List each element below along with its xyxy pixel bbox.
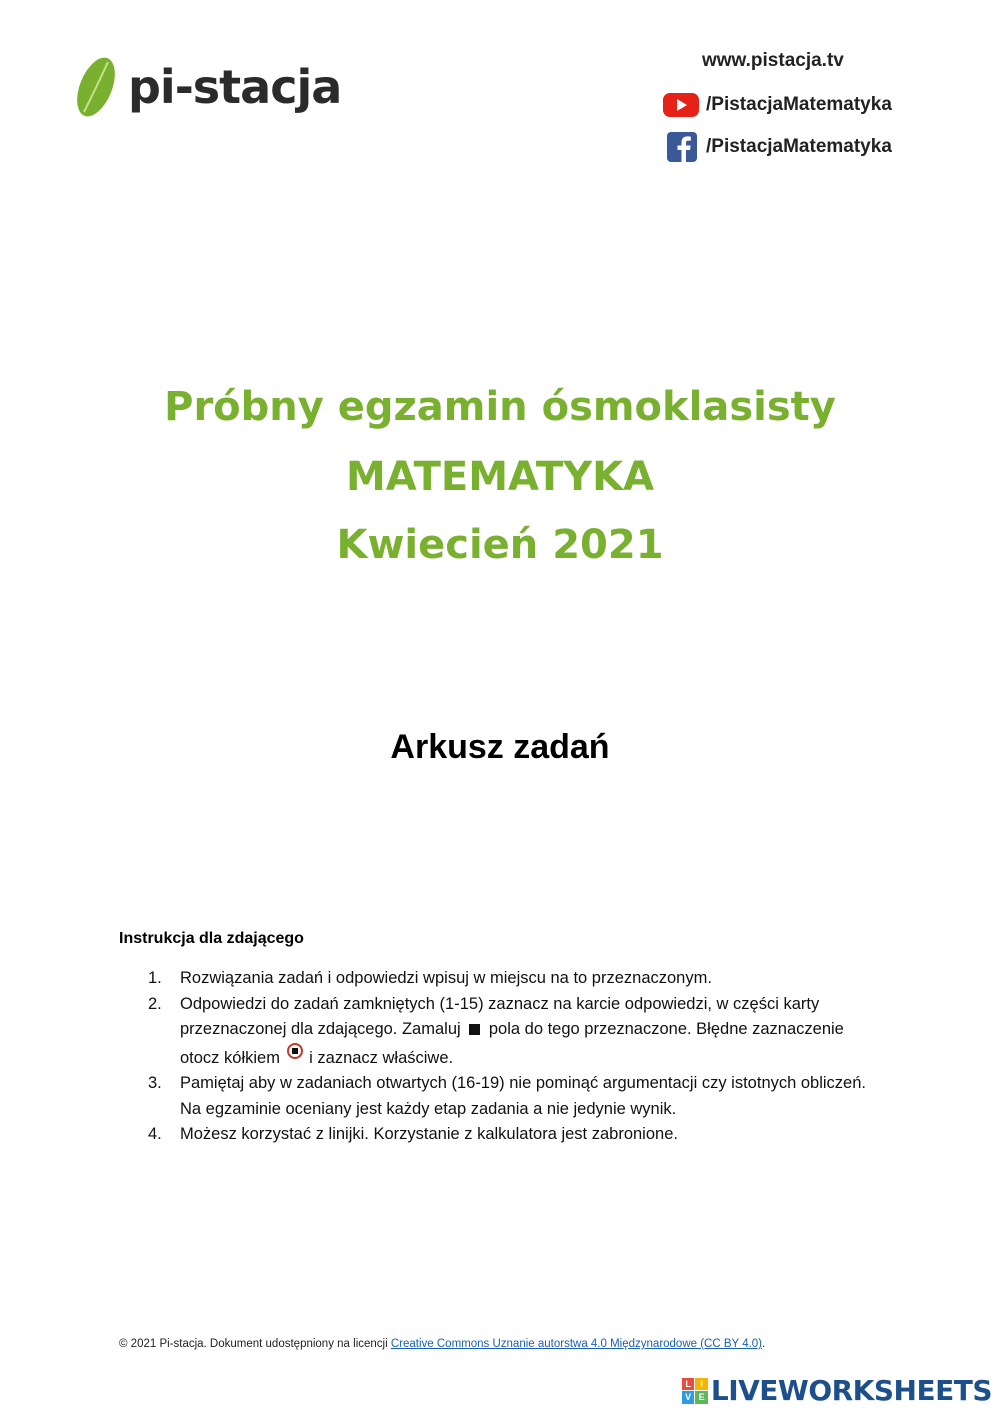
license-link[interactable]: Creative Commons Uznanie autorstwa 4.0 Międzynarodowe (CC BY 4.0) — [390, 1338, 763, 1350]
instruction-item: 2. Odpowiedzi do zadań zamkniętych (1-15) zaznacz na karcie odpowiedzi, w części karty przeznaczonej dla zdającego. Zamaluj pola do tego przeznaczone. Błędne zaznaczenie otocz kółkiem i zaznacz właściwe. — [148, 994, 844, 1067]
exam-date: Kwiecień 2021 — [336, 522, 664, 568]
facebook-handle: /PistacjaMatematyka — [706, 136, 892, 157]
instruction-item: 4. Możesz korzystać z linijki. Korzystanie z kalkulatora jest zabronione. — [148, 1125, 678, 1143]
liveworksheets-logo-icon: L I V E — [682, 1378, 708, 1404]
filled-square-icon — [469, 1024, 480, 1035]
liveworksheets-watermark — [682, 1374, 992, 1407]
sheet-title: Arkusz zadań — [390, 728, 610, 766]
instruction-item: 1. Rozwiązania zadań i odpowiedzi wpisuj w miejscu na to przeznaczonym. — [148, 969, 712, 987]
exam-title: Próbny egzamin ósmoklasisty — [164, 384, 836, 430]
youtube-icon — [662, 90, 700, 120]
exam-subject: MATEMATYKA — [345, 454, 655, 500]
youtube-link[interactable] — [662, 90, 892, 120]
license-footer: © 2021 Pi-stacja. Dokument udostępniony na licencji Creative Commons Uznanie autorstwa 4.0 Międzynarodowe (CC BY 4.0). — [119, 1338, 766, 1350]
circled-square-icon — [287, 1043, 303, 1059]
website-link[interactable]: www.pistacja.tv — [702, 50, 844, 71]
instruction-item: 3. Pamiętaj aby w zadaniach otwartych (16-19) nie pominąć argumentacji czy istotnych obliczeń. Na egzaminie oceniany jest każdy etap zadania a nie jedynie wynik. — [148, 1074, 866, 1118]
facebook-icon — [662, 132, 700, 162]
instructions-heading: Instrukcja dla zdającego — [119, 930, 304, 947]
liveworksheets-text: LIVEWORKSHEETS — [710, 1374, 992, 1407]
youtube-handle: /PistacjaMatematyka — [706, 94, 892, 115]
leaf-logo-icon — [70, 54, 122, 120]
instructions-list — [148, 966, 868, 1148]
facebook-link[interactable] — [662, 132, 892, 162]
pi-stacja-logo — [70, 54, 341, 120]
logo-text: pi-stacja — [128, 60, 342, 114]
